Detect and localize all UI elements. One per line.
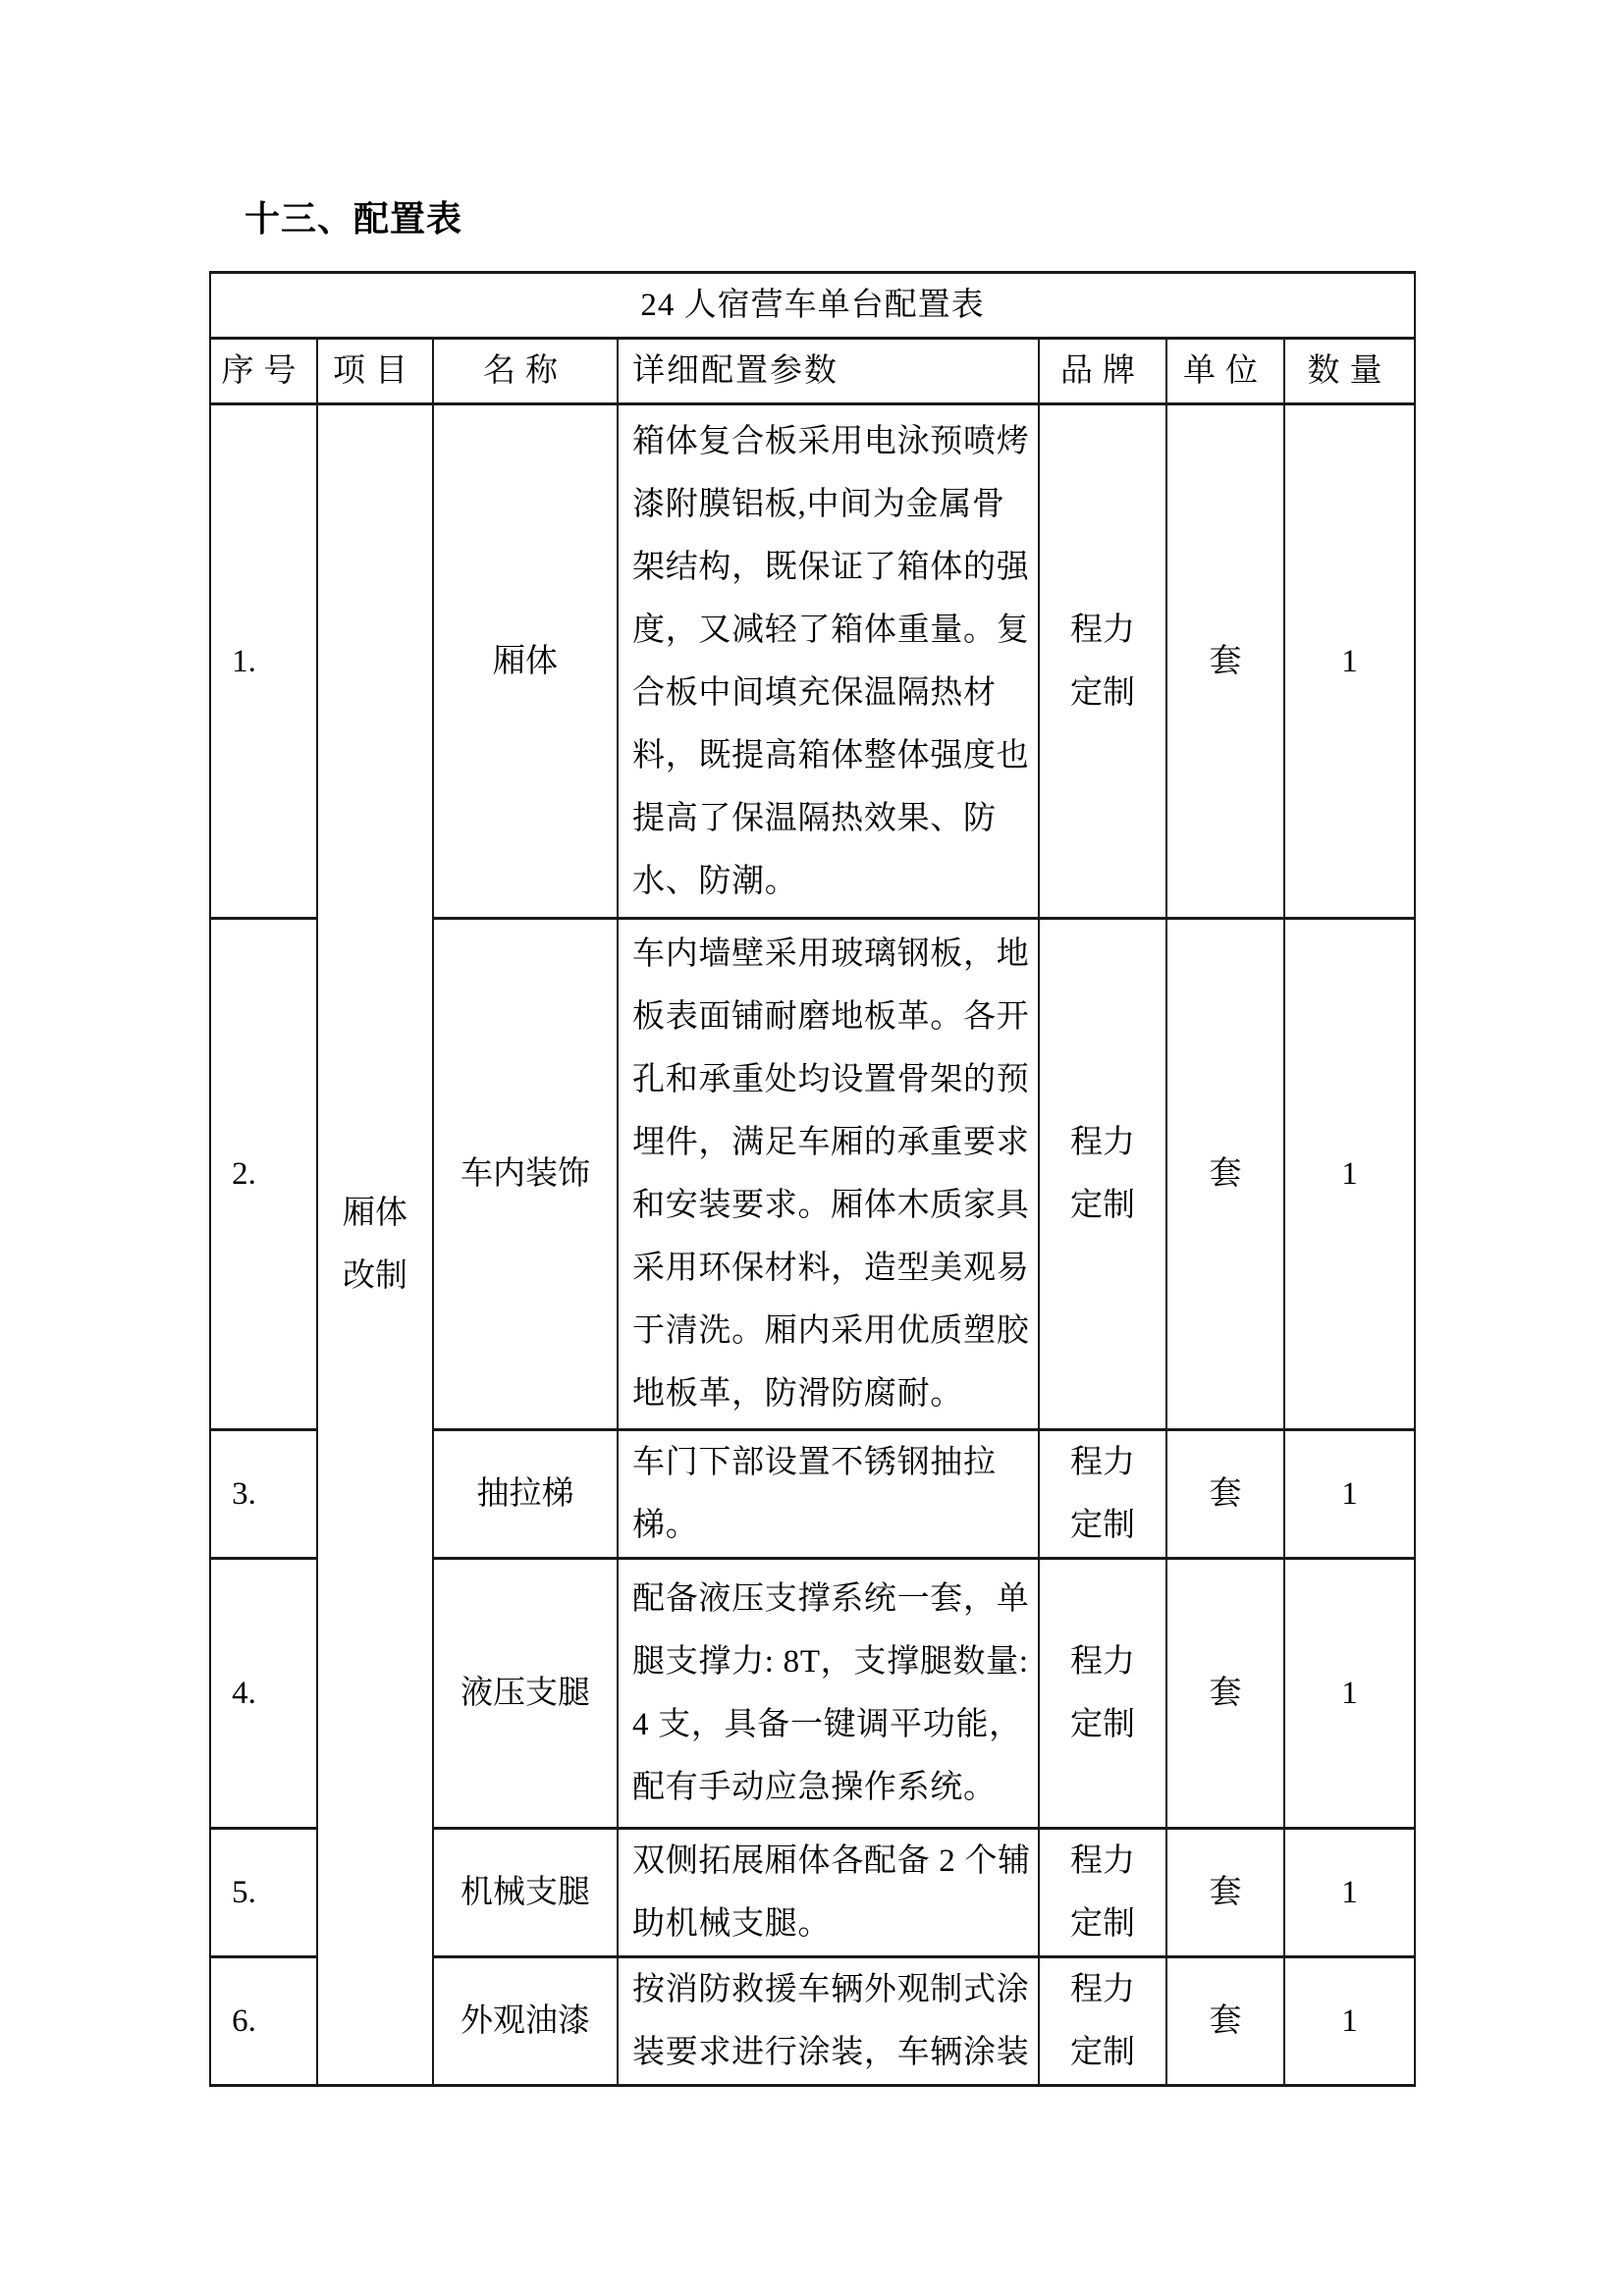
row2-name: 车内装饰 (433, 919, 618, 1430)
row5-serial: 5. (210, 1829, 317, 1957)
col-header-name: 名称 (433, 339, 618, 404)
row2-unit: 套 (1166, 919, 1284, 1430)
col-header-brand: 品牌 (1039, 339, 1166, 404)
table-header-row (210, 339, 1415, 404)
row6-serial: 6. (210, 1957, 317, 2086)
row5-name: 机械支腿 (433, 1829, 618, 1957)
row1-unit: 套 (1166, 404, 1284, 919)
row2-brand: 程力定制 (1039, 919, 1166, 1430)
row1-serial: 1. (210, 404, 317, 919)
col-header-qty: 数量 (1284, 339, 1415, 404)
row4-spec: 配备液压支撑系统一套，单腿支撑力: 8T，支撑腿数量: 4 支，具备一键调平功能，配有手动应急操作系统。 (618, 1559, 1039, 1829)
col-header-item: 项目 (317, 339, 433, 404)
row3-qty: 1 (1284, 1430, 1415, 1559)
row3-unit: 套 (1166, 1430, 1284, 1559)
row6-unit: 套 (1166, 1957, 1284, 2086)
table-title: 24 人宿营车单台配置表 (210, 273, 1415, 339)
row3-spec: 车门下部设置不锈钢抽拉梯。 (618, 1430, 1039, 1559)
row2-spec: 车内墙壁采用玻璃钢板，地板表面铺耐磨地板革。各开孔和承重处均设置骨架的预埋件，满足车厢的承重要求和安装要求。厢体木质家具采用环保材料，造型美观易于清洗。厢内采用优质塑胶地板革，防滑防腐耐。 (618, 919, 1039, 1430)
row1-spec: 箱体复合板采用电泳预喷烤漆附膜铝板,中间为金属骨架结构，既保证了箱体的强度，又减轻了箱体重量。复合板中间填充保温隔热材料，既提高箱体整体强度也提高了保温隔热效果、防水、防潮。 (618, 404, 1039, 919)
row6-qty: 1 (1284, 1957, 1415, 2086)
table-title-row (210, 273, 1415, 339)
table-row (210, 404, 1415, 919)
row4-qty: 1 (1284, 1559, 1415, 1829)
col-header-serial: 序号 (210, 339, 317, 404)
row4-unit: 套 (1166, 1559, 1284, 1829)
row3-serial: 3. (210, 1430, 317, 1559)
row1-qty: 1 (1284, 404, 1415, 919)
row6-spec: 按消防救援车辆外观制式涂装要求进行涂装，车辆涂装 (618, 1957, 1039, 2086)
row1-name: 厢体 (433, 404, 618, 919)
row1-brand: 程力定制 (1039, 404, 1166, 919)
row3-brand: 程力定制 (1039, 1430, 1166, 1559)
row3-name: 抽拉梯 (433, 1430, 618, 1559)
section-heading: 十三、配置表 (244, 198, 463, 239)
row6-name: 外观油漆 (433, 1957, 618, 2086)
row4-serial: 4. (210, 1559, 317, 1829)
row5-brand: 程力定制 (1039, 1829, 1166, 1957)
col-header-spec: 详细配置参数 (618, 339, 1039, 404)
row6-brand: 程力定制 (1039, 1957, 1166, 2086)
row5-unit: 套 (1166, 1829, 1284, 1957)
row2-qty: 1 (1284, 919, 1415, 1430)
col-header-unit: 单位 (1166, 339, 1284, 404)
row4-brand: 程力定制 (1039, 1559, 1166, 1829)
row5-qty: 1 (1284, 1829, 1415, 1957)
row5-spec: 双侧拓展厢体各配备 2 个辅助机械支腿。 (618, 1829, 1039, 1957)
config-table (209, 271, 1416, 2087)
row2-serial: 2. (210, 919, 317, 1430)
row4-name: 液压支腿 (433, 1559, 618, 1829)
item-group-cell: 厢体改制 (317, 404, 433, 2086)
